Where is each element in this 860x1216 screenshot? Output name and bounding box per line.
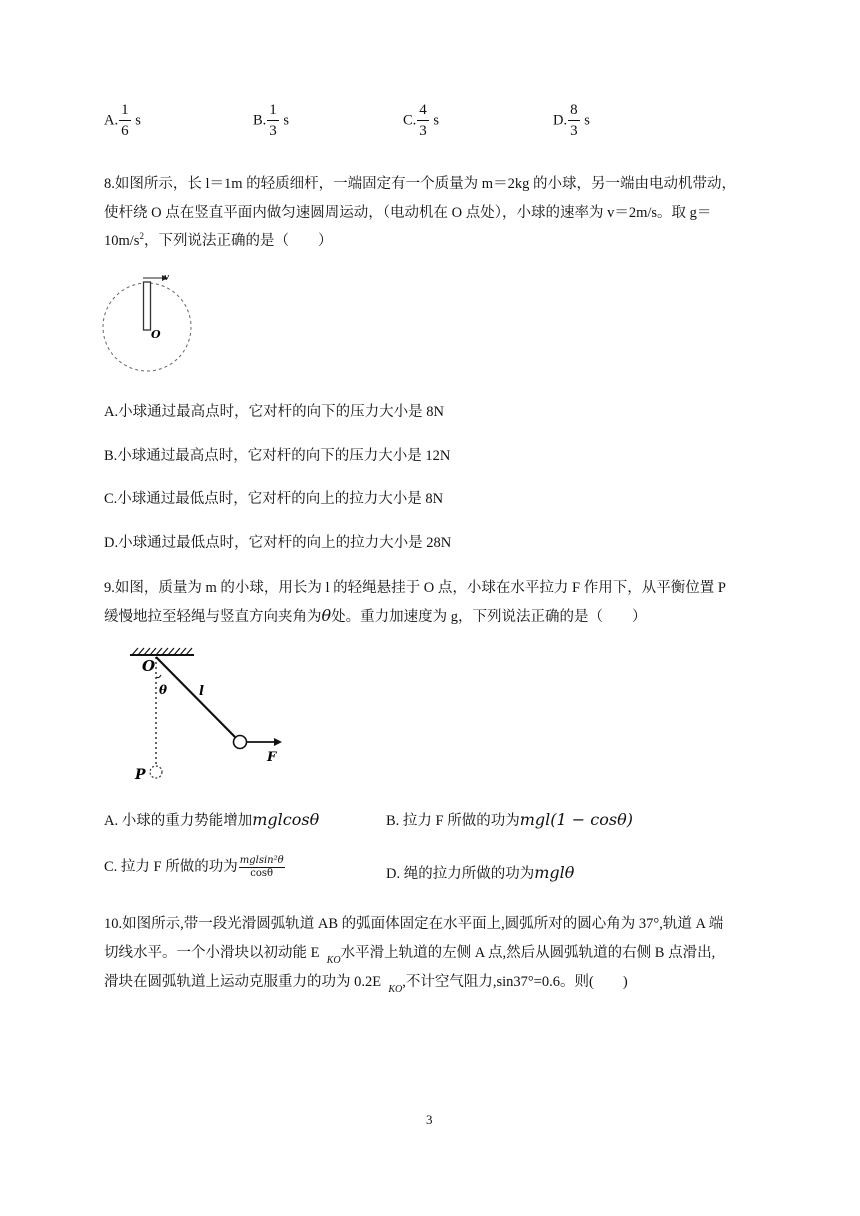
ball [234,736,247,749]
q9-figure-pendulum [128,645,298,785]
label-f: F [267,750,277,765]
q8-option-c: C.小球通过最低点时，它对杆的向上的拉力大小是 8N [104,491,444,507]
q8-option-b: B.小球通过最高点时，它对杆的向下的压力大小是 12N [104,448,451,464]
label-theta: θ [159,683,168,697]
page-number: 3 [426,1112,433,1127]
label-o: O [142,657,156,675]
q9-option-b: B. 拉力 F 所做的功为mgl(1 − cosθ) [386,810,633,829]
q9-line-1: 9.如图，质量为 m 的小球，用长为 l 的轻绳悬挂于 O 点，小球在水平拉力 F 作用下，从平衡位置 P [104,580,726,596]
angle-arc [156,675,161,678]
q7-option-c: C. $\frac{4}{3}$ s [403,102,440,139]
q9-option-a: A. 小球的重力势能增加mglcosθ [104,810,320,829]
q7-option-b: B. $\frac{1}{3}$ s [253,102,290,139]
label-o: O [151,328,161,341]
ceiling [130,648,194,655]
q8-line-2: 使杆绕 O 点在竖直平面内做匀速圆周运动，（电动机在 O 点处），小球的速率为 v＝2m/s。取 g＝ [104,205,712,221]
equilibrium-ball [150,766,162,778]
q8-line-3: $10m/s^2$，下列说法正确的是（ ） [104,231,333,249]
fraction: $\frac{\text{mglsin²θ}}{\cos\theta}$ [239,855,284,880]
q7-option-d: D. $\frac{8}{3}$ s [553,102,590,139]
label-p: P [135,767,146,783]
q10-line-3: 滑块在圆弧轨道上运动克服重力的功为 0.2E $_{KO}$,不计空气阻力,sin37°=0.6。则( ) [104,974,628,995]
q10-line-1: 10.如图所示,带一段光滑圆弧轨道 AB 的弧面体固定在水平面上,圆弧所对的圆心角为 37°,轨道 A 端 [104,916,724,932]
q10-line-2: 切线水平。一个小滑块以初动能 E $_{KO}$水平滑上轨道的左侧 A 点,然后从圆弧轨道的右侧 B 点滑出, [104,945,716,966]
q7-option-a: A. $\frac{1}{6}$ s [104,102,141,139]
fraction: $\frac{1}{6}$ [121,102,129,139]
q9-option-d: D. 绳的拉力所做的功为mglθ [386,863,575,882]
label-v: v [164,273,170,283]
q8-line-1: 8.如图所示，长 l＝1m 的轻质细杆，一端固定有一个质量为 m＝2kg 的小球，另一端由电动机带动， [104,176,736,192]
fraction: $\frac{8}{3}$ [570,102,578,139]
q8-option-a: A.小球通过最高点时，它对杆的向下的压力大小是 8N [104,404,444,420]
force-arrowhead [274,738,282,746]
q9-line-2: 缓慢地拉至轻绳与竖直方向夹角为θ处。重力加速度为 g，下列说法正确的是（ ） [104,606,647,625]
q8-option-d: D.小球通过最低点时，它对杆的向上的拉力大小是 28N [104,535,452,551]
rod [144,282,151,330]
label-l: l [199,684,204,699]
q9-option-c: C. 拉力 F 所做的功为 $\frac{\text{mglsin²θ}}{\cos\theta}$ [104,855,284,880]
fraction: $\frac{4}{3}$ [419,102,427,139]
q8-figure-rotating-rod [100,270,200,375]
rope [156,657,235,737]
fraction: $\frac{1}{3}$ [269,102,277,139]
